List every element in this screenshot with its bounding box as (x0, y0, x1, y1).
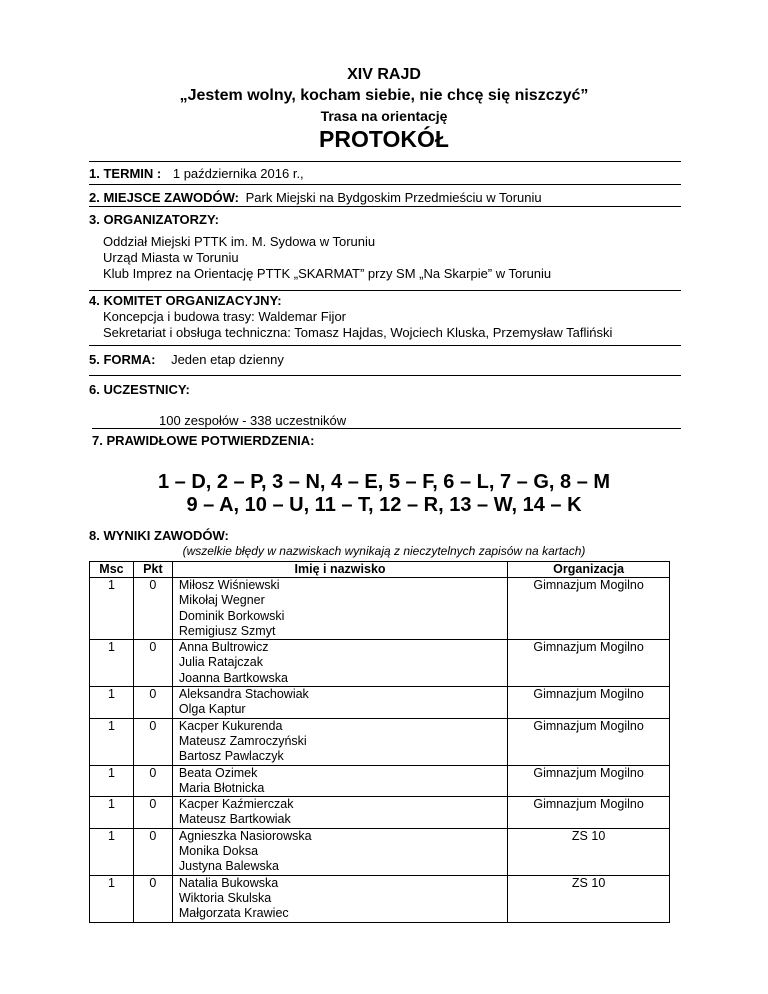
cell-pkt: 0 (133, 765, 172, 797)
table-row (90, 578, 670, 640)
participant-name: Wiktoria Skulska (178, 890, 272, 905)
wyniki-label: 8. WYNIKI ZAWODÓW: (89, 528, 229, 543)
wyniki-note: (wszelkie błędy w nazwiskach wynikają z nieczytelnych zapisów na kartach) (182, 544, 586, 558)
cell-msc: 1 (90, 875, 134, 922)
col-header-pkt: Pkt (133, 562, 172, 578)
cell-msc: 1 (90, 828, 134, 875)
participant-name: Remigiusz Szmyt (178, 623, 276, 638)
participant-name: Kacper Kukurenda (178, 718, 283, 733)
cell-names (172, 718, 507, 765)
section-uczestnicy (89, 375, 681, 429)
cell-msc: 1 (90, 640, 134, 687)
cell-org: Gimnazjum Mogilno (508, 765, 670, 797)
cell-msc: 1 (90, 765, 134, 797)
organizatorzy-label: 3. ORGANIZATORZY: (89, 212, 219, 227)
uczestnicy-label: 6. UCZESTNICY: (89, 382, 190, 397)
committee-line: Koncepcja i budowa trasy: Waldemar Fijor (103, 309, 347, 324)
organizer-line: Klub Imprez na Orientację PTTK „SKARMAT” przy SM „Na Skarpie” w Toruniu (103, 266, 552, 281)
event-number: XIV RAJD (347, 66, 421, 83)
participant-name: Mateusz Zamroczyński (178, 733, 307, 748)
table-row (90, 875, 670, 922)
cell-pkt: 0 (133, 687, 172, 719)
cell-names (172, 797, 507, 829)
participant-name: Anna Bultrowicz (178, 640, 269, 655)
forma-value: Jeden etap dzienny (171, 352, 284, 367)
table-row (90, 765, 670, 797)
komitet-label: 4. KOMITET ORGANIZACYJNY: (89, 293, 282, 308)
participant-name: Mateusz Bartkowiak (178, 812, 291, 827)
cell-msc: 1 (90, 578, 134, 640)
cell-org: Gimnazjum Mogilno (508, 718, 670, 765)
cell-org: ZS 10 (508, 828, 670, 875)
organizer-line: Oddział Miejski PTTK im. M. Sydowa w Toruniu (103, 234, 376, 249)
forma-label: 5. FORMA: (89, 352, 156, 367)
participant-name: Monika Doksa (178, 844, 259, 859)
participant-name: Miłosz Wiśniewski (178, 578, 280, 592)
participant-name: Bartosz Pawlaczyk (178, 749, 284, 764)
organizer-line: Urząd Miasta w Toruniu (103, 250, 239, 265)
table-row (90, 640, 670, 687)
cell-org: Gimnazjum Mogilno (508, 578, 670, 640)
participant-name: Kacper Kaźmierczak (178, 797, 294, 812)
cell-org: Gimnazjum Mogilno (508, 687, 670, 719)
section-forma (89, 345, 681, 376)
results-header-row (90, 562, 670, 578)
cell-org: ZS 10 (508, 875, 670, 922)
confirmations-line: 9 – A, 10 – U, 11 – T, 12 – R, 13 – W, 14 – K (186, 494, 582, 516)
participant-name: Julia Ratajczak (178, 655, 263, 670)
table-row (90, 828, 670, 875)
uczestnicy-value: 100 zespołów - 338 uczestników (159, 413, 347, 428)
cell-pkt: 0 (133, 578, 172, 640)
cell-org: Gimnazjum Mogilno (508, 797, 670, 829)
cell-names (172, 765, 507, 797)
section-miejsce (89, 184, 681, 207)
participant-name: Agnieszka Nasiorowska (178, 828, 312, 843)
cell-pkt: 0 (133, 718, 172, 765)
participant-name: Joanna Bartkowska (178, 670, 288, 685)
section-komitet (89, 290, 681, 346)
table-row (90, 718, 670, 765)
cell-pkt: 0 (133, 640, 172, 687)
cell-msc: 1 (90, 797, 134, 829)
cell-pkt: 0 (133, 875, 172, 922)
event-title: „Jestem wolny, kocham siebie, nie chcę się niszczyć” (179, 87, 589, 104)
cell-pkt: 0 (133, 797, 172, 829)
col-header-org: Organizacja (508, 562, 670, 578)
table-row (90, 797, 670, 829)
cell-msc: 1 (90, 687, 134, 719)
potwierdzenia-label: 7. PRAWIDŁOWE POTWIERDZENIA: (92, 433, 315, 448)
participant-name: Aleksandra Stachowiak (178, 687, 309, 702)
section-termin (89, 161, 681, 184)
participant-name: Mikołaj Wegner (178, 593, 265, 608)
participant-name: Maria Błotnicka (178, 780, 265, 795)
table-row (90, 687, 670, 719)
cell-names (172, 687, 507, 719)
participant-name: Justyna Balewska (178, 859, 279, 874)
termin-value: 1 października 2016 r., (172, 166, 304, 181)
document-title: PROTOKÓŁ (319, 126, 449, 152)
participant-name: Beata Ozimek (178, 765, 258, 780)
cell-pkt: 0 (133, 828, 172, 875)
cell-names (172, 828, 507, 875)
col-header-msc: Msc (90, 562, 134, 578)
participant-name: Natalia Bukowska (178, 875, 279, 890)
confirmations-line: 1 – D, 2 – P, 3 – N, 4 – E, 5 – F, 6 – L, 7 – G, 8 – M (157, 471, 611, 493)
section-organizatorzy (89, 206, 681, 291)
cell-names (172, 875, 507, 922)
committee-line: Sekretariat i obsługa techniczna: Tomasz Hajdas, Wojciech Kluska, Przemysław Tafliński (103, 325, 613, 340)
termin-label: 1. TERMIN : (89, 166, 162, 181)
participant-name: Olga Kaptur (178, 702, 246, 717)
event-subtitle: Trasa na orientację (320, 108, 448, 124)
miejsce-value: Park Miejski na Bydgoskim Przedmieściu w Toruniu (245, 190, 542, 205)
participant-name: Małgorzata Krawiec (178, 906, 289, 921)
cell-names (172, 578, 507, 640)
miejsce-label: 2. MIEJSCE ZAWODÓW: (89, 190, 239, 205)
results-table (89, 561, 670, 923)
cell-msc: 1 (90, 718, 134, 765)
participant-name: Dominik Borkowski (178, 608, 285, 623)
cell-org: Gimnazjum Mogilno (508, 640, 670, 687)
cell-names (172, 640, 507, 687)
col-header-names: Imię i nazwisko (172, 562, 507, 578)
